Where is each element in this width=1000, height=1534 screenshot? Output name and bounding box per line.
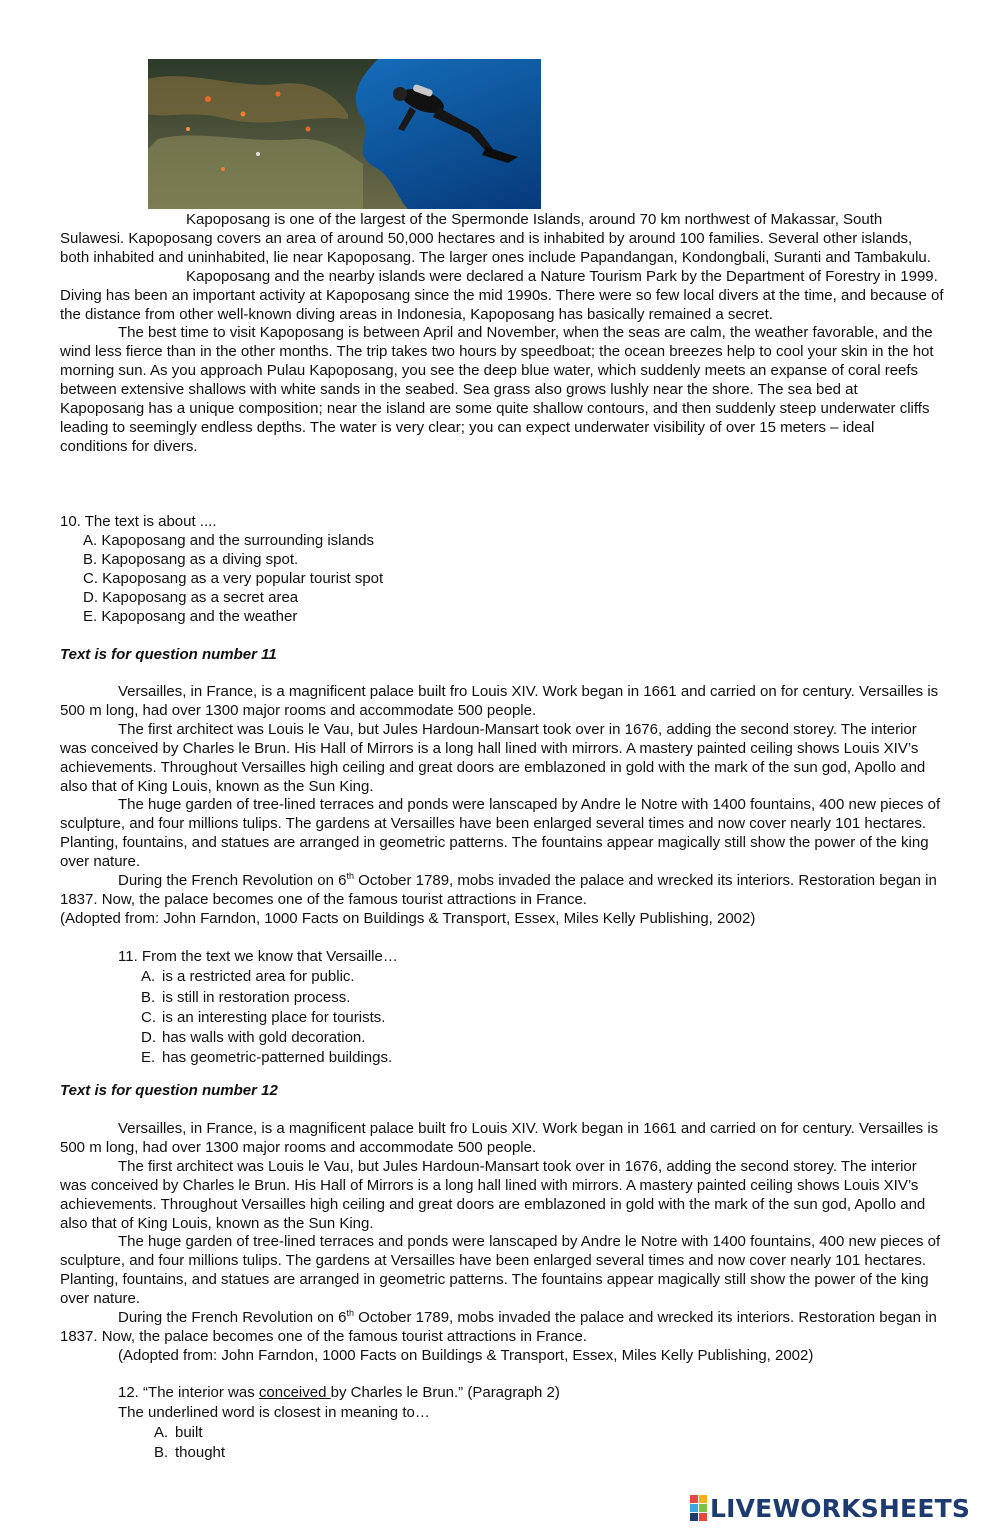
diver-photo-illustration bbox=[148, 59, 541, 209]
option-text: thought bbox=[175, 1444, 226, 1461]
question-12-underlined-word: conceived bbox=[258, 1384, 331, 1401]
option-letter: A. bbox=[141, 968, 156, 986]
question-11 bbox=[118, 947, 818, 1069]
question-11-stem-row bbox=[118, 947, 818, 967]
versailles11-source: (Adopted from: John Farndon, 1000 Facts on Buildings & Transport, Essex, Miles Kelly Publishing, 2002) bbox=[60, 909, 756, 927]
heading-question-11: Text is for question number 11 bbox=[60, 646, 277, 663]
question-10-option-c[interactable]: C. Kapoposang as a very popular tourist spot bbox=[83, 569, 384, 587]
kapoposang-passage bbox=[60, 211, 945, 457]
question-12-option-b[interactable] bbox=[118, 1443, 818, 1463]
question-11-option-d[interactable] bbox=[118, 1028, 818, 1048]
versailles11-p4-sup: th bbox=[346, 871, 354, 882]
question-12-option-a[interactable] bbox=[118, 1423, 818, 1443]
logo-mark-icon bbox=[690, 1495, 707, 1521]
versailles12-paragraph1: Versailles, in France, is a magnificent palace built fro Louis XIV. Work began in 1661 and carried on for century. Versailles is 500 m long, had over 1300 major rooms and accommodate 500 people. bbox=[60, 1120, 939, 1156]
question-11-number: 11. bbox=[118, 948, 138, 965]
option-text: is a restricted area for public. bbox=[162, 968, 355, 986]
versailles-passage-12 bbox=[60, 1120, 945, 1366]
option-text: is an interesting place for tourists. bbox=[162, 1008, 386, 1026]
logo-text: LIVEWORKSHEETS bbox=[710, 1493, 971, 1523]
question-12-stem-start: “The interior was bbox=[143, 1384, 259, 1401]
question-12-stem2: The underlined word is closest in meaning to… bbox=[118, 1404, 430, 1421]
versailles11-p4-start: During the French Revolution on 6 bbox=[118, 872, 347, 890]
versailles12-p4-end: October 1789, mobs invaded the palace and wrecked its interiors. Restoration began in 1837. Now, the palace becomes one of the famous tourist attractions in France. bbox=[60, 1309, 937, 1345]
option-letter: B. bbox=[141, 988, 156, 1006]
passage1-paragraph3: The best time to visit Kapoposang is between April and November, when the seas are calm, the weather favorable, and the wind less fierce than in the other months. The trip takes two hours by speedboat; the ocean breezes help to cool your skin in the hot morning sun. As you approach Pulau Kapoposang, you see the deep blue water, which suddenly meets an expanse of coral reefs between extensive shallows with white sands in the seabed. Sea grass also grows lushly near the shore. The sea bed at Kapoposang has a unique composition; near the island are some quite shallow contours, and then suddenly steep underwater cliffs leading to seemingly endless depths. The water is very clear; you can expect underwater visibility of over 15 meters – ideal conditions for divers. bbox=[60, 324, 934, 455]
question-10-stem: 10. The text is about .... bbox=[60, 513, 217, 530]
question-11-option-b[interactable] bbox=[118, 988, 818, 1008]
option-letter: B. bbox=[154, 1444, 169, 1461]
question-12-stem-row bbox=[118, 1383, 818, 1403]
question-11-option-e[interactable] bbox=[118, 1048, 818, 1068]
versailles12-paragraph2: The first architect was Louis le Vau, but Jules Hardoun-Mansart took over in 1676, adding the second storey. The interior was conceived by Charles le Brun. His Hall of Mirrors is a long hall lined with mirrors. A mastery painted ceiling shows Louis XIV’s achievements. Throughout Versailles high ceiling and great doors are emblazoned in gold with the mark of the sun god, Apollo and also that of King Louis, known as the Sun King. bbox=[60, 1157, 926, 1232]
question-11-option-a[interactable] bbox=[118, 967, 818, 987]
heading-question-12: Text is for question number 12 bbox=[60, 1082, 278, 1099]
question-12-stem-end: by Charles le Brun.” (Paragraph 2) bbox=[330, 1384, 560, 1401]
question-10-option-b[interactable]: B. Kapoposang as a diving spot. bbox=[83, 550, 299, 568]
option-letter: A. bbox=[154, 1424, 169, 1441]
versailles11-paragraph1: Versailles, in France, is a magnificent palace built fro Louis XIV. Work began in 1661 and carried on for century. Versailles is 500 m long, had over 1300 major rooms and accommodate 500 people. bbox=[60, 683, 939, 719]
question-10 bbox=[60, 513, 945, 626]
diver-photo bbox=[148, 59, 541, 209]
option-letter: C. bbox=[141, 1008, 156, 1026]
question-12 bbox=[118, 1383, 818, 1463]
versailles11-paragraph2: The first architect was Louis le Vau, but Jules Hardoun-Mansart took over in 1676, adding the second storey. The interior was conceived by Charles le Brun. His Hall of Mirrors is a long hall lined with mirrors. A mastery painted ceiling shows Louis XIV’s achievements. Throughout Versailles high ceiling and great doors are emblazoned in gold with the mark of the sun god, Apollo and also that of King Louis, known as the Sun King. bbox=[60, 720, 926, 795]
question-11-option-c[interactable] bbox=[118, 1008, 818, 1028]
versailles12-p4-sup: th bbox=[346, 1308, 354, 1319]
option-letter: E. bbox=[141, 1049, 156, 1067]
option-text: has geometric-patterned buildings. bbox=[162, 1049, 393, 1067]
versailles11-p4-end: October 1789, mobs invaded the palace and wrecked its interiors. Restoration began in 1837. Now, the palace becomes one of the famous tourist attractions in France. bbox=[60, 872, 937, 908]
versailles12-paragraph4 bbox=[60, 1309, 945, 1347]
question-10-option-d[interactable]: D. Kapoposang as a secret area bbox=[83, 588, 299, 606]
question-10-option-a[interactable]: A. Kapoposang and the surrounding islands bbox=[83, 531, 375, 549]
versailles-passage-11 bbox=[60, 683, 945, 929]
versailles12-source: (Adopted from: John Farndon, 1000 Facts on Buildings & Transport, Essex, Miles Kelly Publishing, 2002) bbox=[118, 1346, 814, 1364]
versailles12-p4-start: During the French Revolution on 6 bbox=[118, 1309, 347, 1327]
option-text: has walls with gold decoration. bbox=[162, 1029, 366, 1047]
versailles11-paragraph4 bbox=[60, 872, 945, 910]
option-text: is still in restoration process. bbox=[162, 988, 351, 1006]
passage1-paragraph1: Kapoposang is one of the largest of the Spermonde Islands, around 70 km northwest of Makassar, South Sulawesi. Kapoposang covers an area of around 50,000 hectares and is inhabited by around 100 families. Several other islands, both inhabited and uninhabited, lie near Kapoposang. The larger ones include Papandangan, Kondongbali, Suranti and Tambakulu. bbox=[60, 211, 931, 266]
question-10-option-e[interactable]: E. Kapoposang and the weather bbox=[83, 607, 298, 625]
liveworksheets-logo bbox=[690, 1494, 970, 1522]
option-letter: D. bbox=[141, 1029, 156, 1047]
versailles12-paragraph3: The huge garden of tree-lined terraces and ponds were lanscaped by Andre le Notre with 1400 fountains, 400 new pieces of sculpture, and four millions tulips. The gardens at Versailles have been enlarged several times and now cover nearly 101 hectares. Planting, fountains, and statues are arranged in geometric patterns. The fountains appear magically still show the power of the king over nature. bbox=[60, 1233, 941, 1308]
passage1-paragraph2: Kapoposang and the nearby islands were declared a Nature Tourism Park by the Department of Forestry in 1999. Diving has been an important activity at Kapoposang since the mid 1990s. There were so few local divers at the time, and because of the distance from other well-known diving areas in Indonesia, Kapoposang has basically remained a secret. bbox=[60, 267, 944, 323]
question-12-number: 12. bbox=[118, 1384, 139, 1401]
question-11-stem: From the text we know that Versaille… bbox=[141, 948, 398, 965]
versailles11-paragraph3: The huge garden of tree-lined terraces and ponds were lanscaped by Andre le Notre with 1400 fountains, 400 new pieces of sculpture, and four millions tulips. The gardens at Versailles have been enlarged several times and now cover nearly 101 hectares. Planting, fountains, and statues are arranged in geometric patterns. The fountains appear magically still show the power of the king over nature. bbox=[60, 796, 941, 871]
option-text: built bbox=[175, 1424, 203, 1441]
